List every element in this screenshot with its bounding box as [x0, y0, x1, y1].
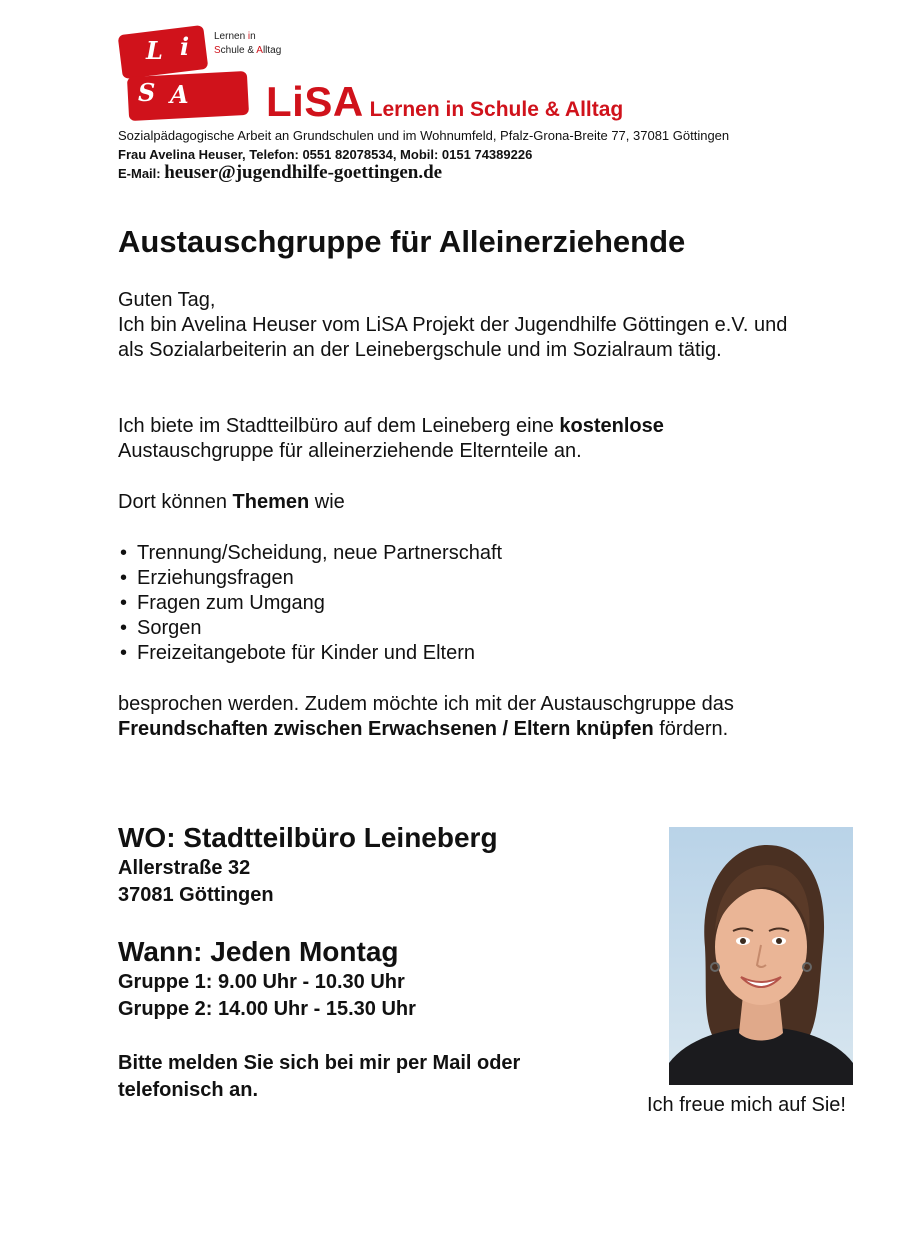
topics-list — [118, 541, 502, 666]
header-contact: Frau Avelina Heuser, Telefon: 0551 82078534, Mobil: 0151 74389226 — [118, 147, 533, 162]
email-address[interactable]: heuser@jugendhilfe-goettingen.de — [164, 162, 443, 183]
greeting-intro: Ich bin Avelina Heuser vom LiSA Projekt der Jugendhilfe Göttingen e.V. und als Sozialarbeiterin an der Leinebergschule und im Sozialraum tätig. — [118, 314, 788, 361]
group-1-time: Gruppe 1: 9.00 Uhr - 10.30 Uhr — [118, 971, 405, 993]
list-item: • Sorgen — [118, 616, 502, 641]
list-item: • Fragen zum Umgang — [118, 591, 502, 616]
offer-paragraph: Ich biete im Stadtteilbüro auf dem Leineberg eine kostenlose Austauschgruppe für alleinerziehende Elternteile an. — [118, 415, 664, 462]
list-item: • Erziehungsfragen — [118, 566, 502, 591]
list-item: • Freizeitangebote für Kinder und Eltern — [118, 641, 502, 666]
where-street: Allerstraße 32 — [118, 857, 251, 879]
greeting — [118, 288, 818, 363]
closing-paragraph: besprochen werden. Zudem möchte ich mit der Austauschgruppe das Freundschaften zwischen Erwachsenen / Eltern knüpfen fördern. — [118, 693, 734, 740]
logo-letter-s: S — [138, 78, 156, 107]
email-label: E-Mail: — [118, 166, 165, 181]
header-address: Sozialpädagogische Arbeit an Grundschulen und im Wohnumfeld, Pfalz-Grona-Breite 77, 37081 Göttingen — [118, 128, 730, 143]
logo-small-text: Lernen in Schule & Alltag — [214, 31, 282, 56]
topics-intro: Dort können Themen wie — [118, 491, 345, 513]
brand-wordmark — [266, 78, 623, 126]
photo-caption: Ich freue mich auf Sie! — [647, 1094, 846, 1116]
brand-tagline: Lernen in Schule & Alltag — [369, 98, 624, 121]
greeting-salutation: Guten Tag, — [118, 289, 216, 311]
signup-note: Bitte melden Sie sich bei mir per Mail oder telefonisch an. — [118, 1052, 521, 1101]
where-heading: WO: Stadtteilbüro Leineberg — [118, 822, 498, 853]
group-2-time: Gruppe 2: 14.00 Uhr - 15.30 Uhr — [118, 998, 416, 1020]
logo-tile-top — [118, 25, 209, 79]
logo-letter-i: i — [180, 32, 190, 61]
where-city: 37081 Göttingen — [118, 884, 274, 906]
logo-letter-l: L — [146, 36, 163, 65]
portrait-photo — [669, 827, 853, 1085]
logo-letter-a: A — [170, 80, 189, 109]
header-email — [118, 162, 442, 184]
brand-name: LiSA — [266, 78, 364, 125]
topics-emphasis: Themen — [232, 491, 310, 513]
list-item: • Trennung/Scheidung, neue Partnerschaft — [118, 541, 502, 566]
friendship-emphasis: Freundschaften zwischen Erwachsenen / Eltern knüpfen — [118, 718, 654, 740]
page-title: Austauschgruppe für Alleinerziehende — [118, 224, 686, 259]
where-address — [118, 855, 274, 909]
offer-free-emphasis: kostenlose — [559, 415, 664, 437]
when-times — [118, 969, 416, 1023]
when-heading: Wann: Jeden Montag — [118, 936, 399, 967]
